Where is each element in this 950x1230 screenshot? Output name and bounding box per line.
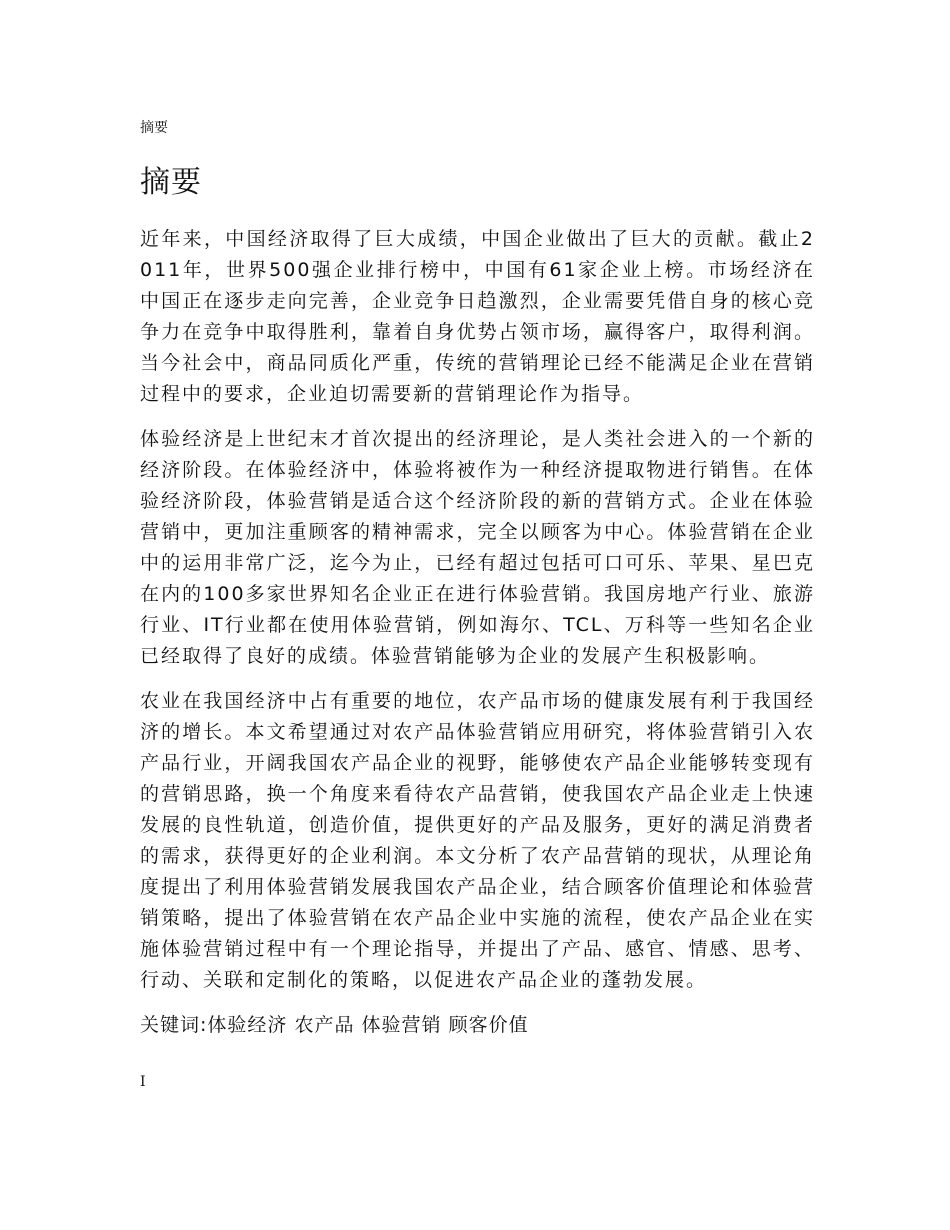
keyword: 体验营销 (361, 1014, 442, 1036)
page-title: 摘要 (140, 165, 202, 200)
abstract-body (140, 224, 815, 1041)
keyword: 体验经济 (207, 1014, 288, 1036)
document-page (140, 0, 815, 1230)
keywords-label: 关键词: (140, 1014, 208, 1036)
keyword: 农产品 (294, 1014, 355, 1036)
page-number: I (140, 1074, 146, 1090)
running-header: 摘要 (140, 120, 168, 136)
paragraph: 近年来，中国经济取得了巨大成绩，中国企业做出了巨大的贡献。截止2011年，世界500强企业排行榜中，中国有61家企业上榜。市场经济在中国正在逐步走向完善，企业竞争日趋激烈，企业需要凭借自身的核心竞争力在竞争中取得胜利，靠着自身优势占领市场，赢得客户，取得利润。当今社会中，商品同质化严重，传统的营销理论已经不能满足企业在营销过程中的要求，企业迫切需要新的营销理论作为指导。 (140, 228, 815, 405)
paragraph: 农业在我国经济中占有重要的地位，农产品市场的健康发展有利于我国经济的增长。本文希望通过对农产品体验营销应用研究，将体验营销引入农产品行业，开阔我国农产品企业的视野，能够使农产品企业能够转变现有的营销思路，换一个角度来看待农产品营销，使我国农产品企业走上快速发展的良性轨道，创造价值，提供更好的产品及服务，更好的满足消费者的需求，获得更好的企业利润。本文分析了农产品营销的现状，从理论角度提出了利用体验营销发展我国农产品企业，结合顾客价值理论和体验营销策略，提出了体验营销在农产品企业中实施的流程，使农产品企业在实施体验营销过程中有一个理论指导，并提出了产品、感官、情感、思考、行动、关联和定制化的策略，以促进农产品企业的蓬勃发展。 (140, 690, 815, 991)
keywords-line (140, 1010, 815, 1041)
keyword: 顾客价值 (448, 1014, 529, 1036)
paragraph: 体验经济是上世纪末才首次提出的经济理论，是人类社会进入的一个新的经济阶段。在体验经济中，体验将被作为一种经济提取物进行销售。在体验经济阶段，体验营销是适合这个经济阶段的新的营销方式。企业在体验营销中，更加注重顾客的精神需求，完全以顾客为中心。体验营销在企业中的运用非常广泛，迄今为止，已经有超过包括可口可乐、苹果、星巴克在内的100多家世界知名企业正在进行体验营销。我国房地产行业、旅游行业、IT行业都在使用体验营销，例如海尔、TCL、万科等一些知名企业已经取得了良好的成绩。体验营销能够为企业的发展产生积极影响。 (140, 428, 815, 667)
